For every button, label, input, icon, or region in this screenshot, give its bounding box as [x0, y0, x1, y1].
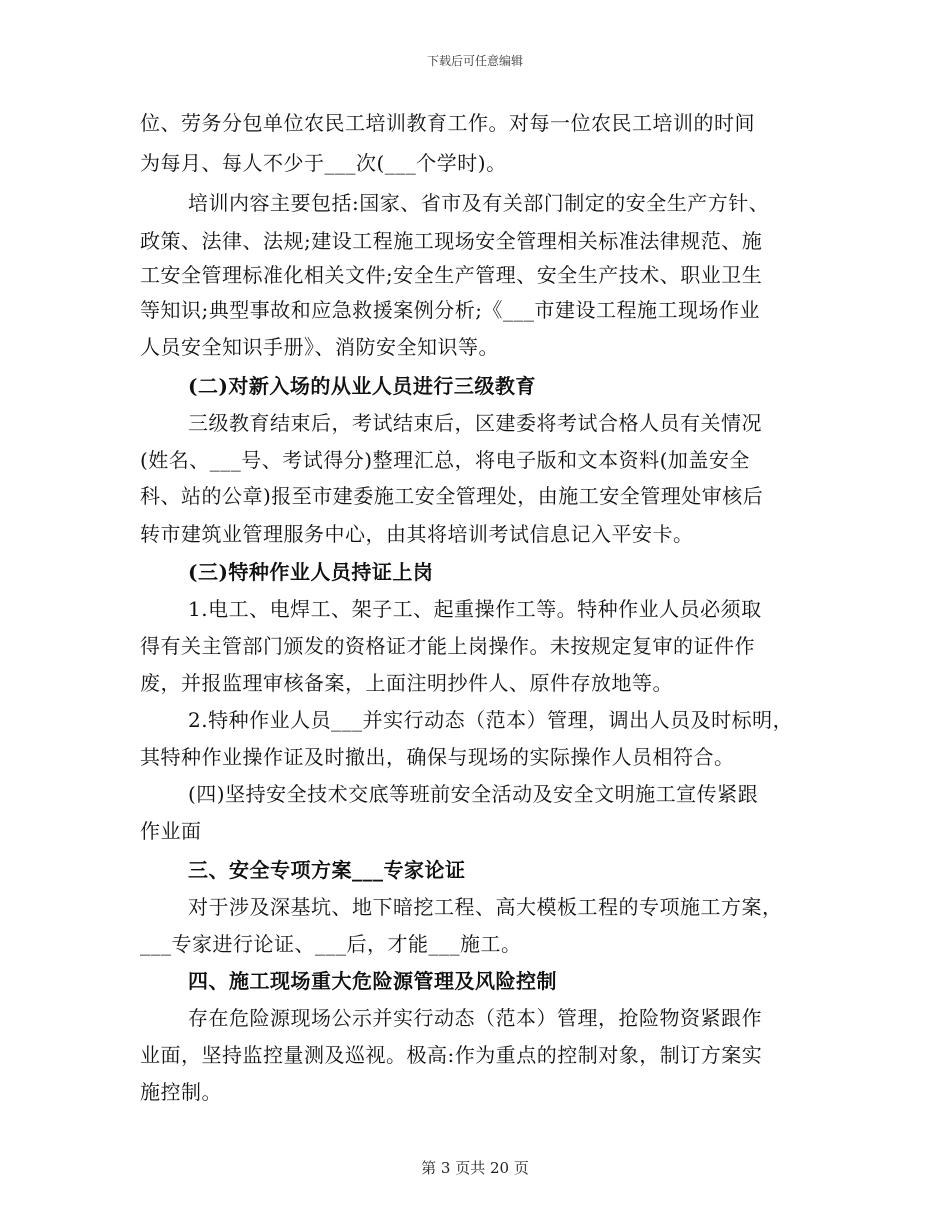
text-line: (四)坚持安全技术交底等班前安全活动及安全文明施工宣传紧跟	[188, 782, 759, 806]
text-line: 等知识;典型事故和应急救援案例分析;《___市建设工程施工现场作业	[140, 298, 760, 322]
text-line: 科、站的公章)报至市建委施工安全管理处，由施工安全管理处审核后	[140, 484, 764, 508]
text-line: 对于涉及深基坑、地下暗挖工程、高大模板工程的专项施工方案，	[188, 895, 783, 919]
section-heading: 四、施工现场重大危险源管理及风险控制	[188, 969, 557, 993]
section-heading: (二)对新入场的从业人员进行三级教育	[188, 374, 536, 398]
text-line: 其特种作业操作证及时撤出，确保与现场的实际操作人员相符合。	[140, 745, 735, 769]
page-header: 下载后可任意编辑	[426, 54, 523, 68]
text-line: 存在危险源现场公示并实行动态（范本）管理，抢险物资紧跟作	[188, 1006, 762, 1030]
page-number-footer: 第 3 页共 20 页	[421, 1159, 529, 1177]
text-line: 位、劳务分包单位农民工培训教育工作。对每一位农民工培训的时间	[140, 111, 755, 135]
text-line: 2.特种作业人员___并实行动态（范本）管理，调出人员及时标明，	[188, 708, 794, 732]
text-line: 作业面	[140, 819, 202, 843]
text-line: 人员安全知识手册》、消防安全知识等。	[140, 335, 499, 359]
section-heading: (三)特种作业人员持证上岗	[188, 560, 434, 584]
text-line: 政策、法律、法规;建设工程施工现场安全管理相关标准法律规范、施	[140, 229, 763, 253]
text-line: (姓名、___号、考试得分)整理汇总，将电子版和文本资料(加盖安全	[140, 448, 750, 472]
text-line: 废，并报监理审核备案，上面注明抄件人、原件存放地等。	[140, 671, 673, 695]
text-line: 施控制。	[140, 1080, 222, 1104]
text-line: 得有关主管部门颁发的资格证才能上岗操作。未按规定复审的证件作	[140, 634, 755, 658]
text-line: 培训内容主要包括:国家、省市及有关部门制定的安全生产方针、	[188, 191, 770, 215]
text-line: 三级教育结束后，考试结束后，区建委将考试合格人员有关情况	[188, 411, 762, 435]
section-heading: 三、安全专项方案___专家论证	[188, 858, 466, 882]
text-line: 业面，坚持监控量测及巡视。极高:作为重点的控制对象，制订方案实	[140, 1043, 763, 1067]
text-line: 转市建筑业管理服务中心，由其将培训考试信息记入平安卡。	[140, 522, 694, 546]
text-line: ___专家进行论证、___后，才能___施工。	[140, 932, 522, 956]
text-line: 1.电工、电焊工、架子工、起重操作工等。特种作业人员必须取	[188, 597, 762, 621]
text-line: 为每月、每人不少于___次(___个学时)。	[140, 151, 507, 175]
text-line: 工安全管理标准化相关文件;安全生产管理、安全生产技术、职业卫生	[140, 263, 763, 287]
